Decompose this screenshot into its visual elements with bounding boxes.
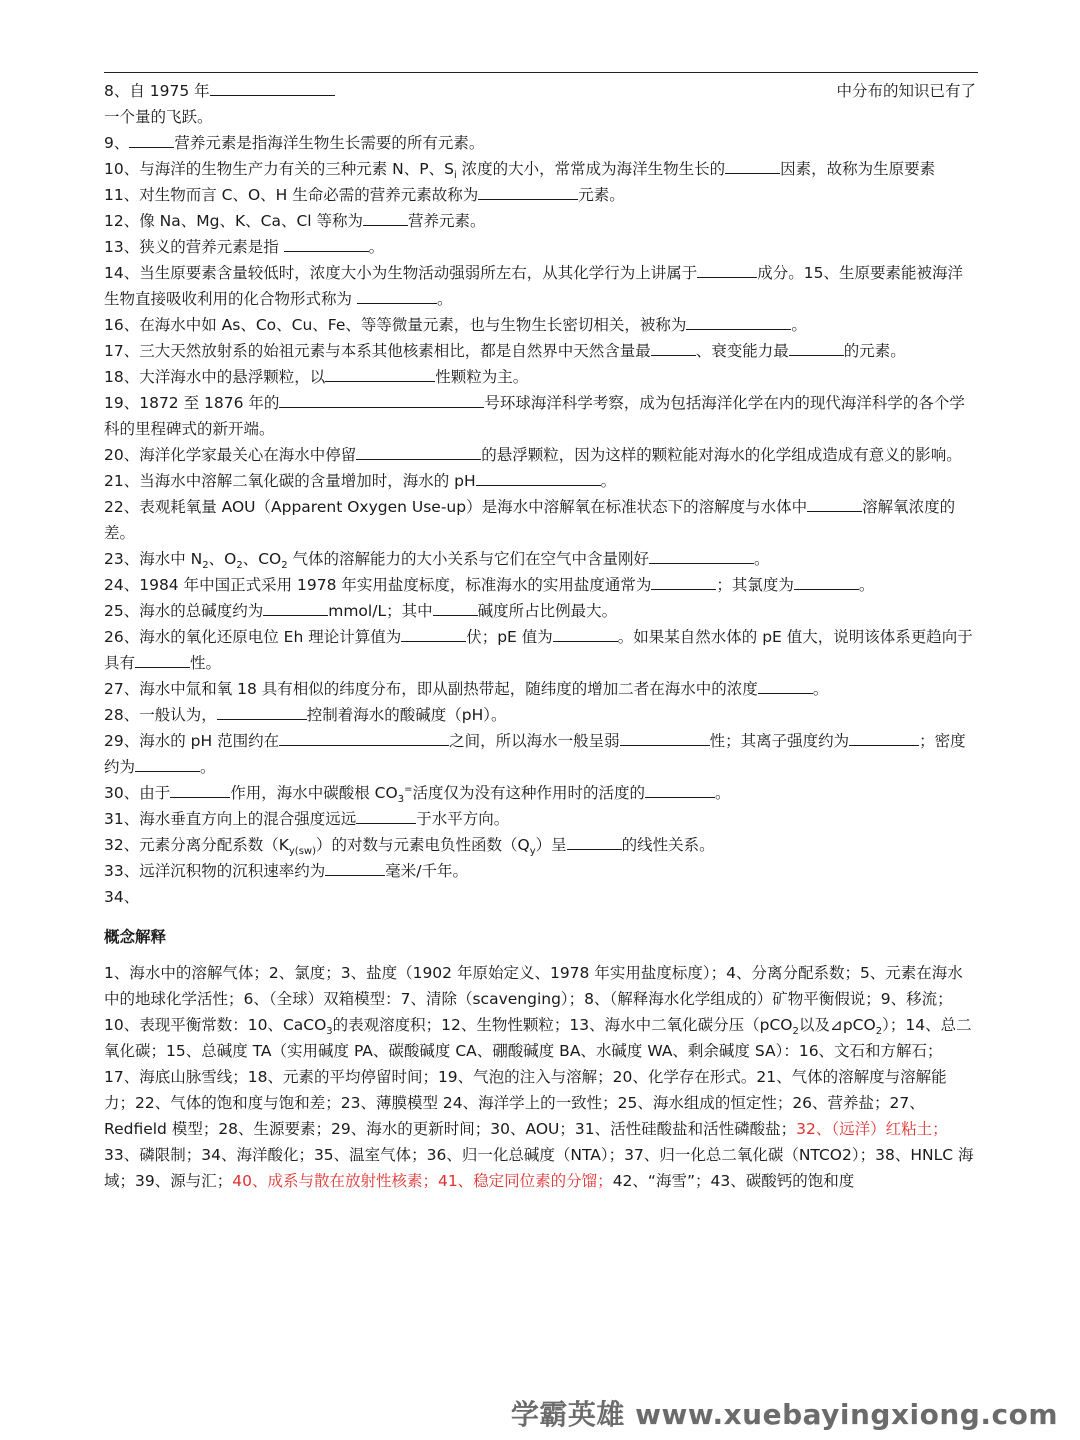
answer-blank[interactable] [284, 235, 369, 252]
answer-blank[interactable] [356, 443, 481, 460]
question-12: 12、像 Na、Mg、K、Ca、Cl 等称为 营养元素。 [104, 208, 976, 234]
answer-blank[interactable] [478, 183, 578, 200]
answer-blank[interactable] [363, 209, 408, 226]
question-10: 10、与海洋的生物生产力有关的三种元素 N、P、$S_i$ 浓度的大小，常常成为海洋生物生长的 因素，故称为生原要素 [104, 156, 976, 182]
answer-blank[interactable] [210, 79, 335, 96]
question-9: 9、 营养元素是指海洋生物生长需要的所有元素。 [104, 130, 976, 156]
question-17: 17、三大天然放射系的始祖元素与本系其他核素相比，都是自然界中天然含量最 、衰变能力最 的元素。 [104, 338, 976, 364]
question-16: 16、在海水中如 As、Co、Cu、Fe、等等微量元素，也与生物生长密切相关，被称为 。 [104, 312, 976, 338]
question-19: 19、1872 至 1876 年的 号环球海洋科学考察，成为包括海洋化学在内的现代海洋科学的各个学科的里程碑式的新开端。 [104, 390, 976, 442]
answer-blank[interactable] [651, 339, 696, 356]
answer-blank[interactable] [758, 677, 813, 694]
section-heading: 概念解释 [104, 928, 167, 946]
question-8: 8、自 1975 年 中分布的知识已有了 [104, 78, 976, 104]
question-31: 31、海水垂直方向上的混合强度远远 于水平方向。 [104, 806, 976, 832]
question-13: 13、狭义的营养元素是指 。 [104, 234, 976, 260]
answer-blank[interactable] [401, 625, 466, 642]
answer-blank[interactable] [263, 599, 328, 616]
answer-blank[interactable] [725, 157, 780, 174]
answer-blank[interactable] [553, 625, 618, 642]
answer-blank[interactable] [476, 469, 601, 486]
answer-blank[interactable] [807, 495, 862, 512]
question-28: 28、一般认为， 控制着海水的酸碱度（pH）。 [104, 702, 976, 728]
answer-blank[interactable] [135, 651, 190, 668]
answer-blank[interactable] [849, 729, 919, 746]
question-14: 14、当生原要素含量较低时，浓度大小为生物活动强弱所左右，从其化学行为上讲属于 成分。15、生原要素能被海洋生物直接吸收利用的化合物形式称为 。 [104, 260, 976, 312]
answer-blank[interactable] [697, 261, 757, 278]
question-33: 33、远洋沉积物的沉积速率约为 毫米/千年。 [104, 858, 976, 884]
answer-blank[interactable] [686, 313, 791, 330]
answer-blank[interactable] [325, 859, 385, 876]
answer-blank[interactable] [279, 729, 449, 746]
question-8-cont: 一个量的飞跃。 [104, 108, 213, 126]
question-22: 22、表观耗氧量 AOU（Apparent Oxygen Use-up）是海水中溶解氧在标准状态下的溶解度与水体中 溶解氧浓度的差。 [104, 494, 976, 546]
answer-blank[interactable] [217, 703, 307, 720]
answer-blank[interactable] [129, 131, 174, 148]
highlighted-concept: 40、成系与散在放射性核素；41、稳定同位素的分馏； [232, 1172, 613, 1190]
question-32: 32、元素分离分配系数$(K_{y(sw)})$的对数与元素电负性函数$(Q_y)$呈 的线性关系。 [104, 832, 976, 858]
answer-blank[interactable] [325, 365, 435, 382]
site-watermark: 学霸英雄 www.xuebayingxiong.com [510, 1398, 1058, 1431]
answer-blank[interactable] [645, 781, 715, 798]
question-24: 24、1984 年中国正式采用 1978 年实用盐度标度，标准海水的实用盐度通常为 ；其氯度为 。 [104, 572, 976, 598]
question-20: 20、海洋化学家最关心在海水中停留 的悬浮颗粒，因为这样的颗粒能对海水的化学组成造成有意义的影响。 [104, 442, 976, 468]
answer-blank[interactable] [789, 339, 844, 356]
question-27: 27、海水中氚和氧 18 具有相似的纬度分布，即从副热带起，随纬度的增加二者在海水中的浓度 。 [104, 676, 976, 702]
answer-blank[interactable] [357, 287, 437, 304]
answer-blank[interactable] [279, 391, 484, 408]
question-21: 21、当海水中溶解二氧化碳的含量增加时，海水的 pH 。 [104, 468, 976, 494]
answer-blank[interactable] [356, 807, 416, 824]
highlighted-concept: 32、（远洋）红粘土； [796, 1120, 948, 1138]
question-34: 34、 [104, 888, 140, 906]
answer-blank[interactable] [649, 547, 754, 564]
answer-blank[interactable] [433, 599, 478, 616]
question-25: 25、海水的总碱度约为 mmol/L；其中 碱度所占比例最大。 [104, 598, 976, 624]
answer-blank[interactable] [620, 729, 710, 746]
question-29: 29、海水的 pH 范围约在 之间，所以海水一般呈弱 性；其离子强度约为 ；密度约为 。 [104, 728, 976, 780]
answer-blank[interactable] [794, 573, 859, 590]
answer-blank[interactable] [170, 781, 230, 798]
header-rule [104, 72, 978, 73]
answer-blank[interactable] [567, 833, 622, 850]
question-23: 23、海水中 $N_2$、$O_2$、$CO_2$ 气体的溶解能力的大小关系与它们在空气中含量刚好 。 [104, 546, 976, 572]
document-body [104, 78, 976, 1194]
answer-blank[interactable] [135, 755, 200, 772]
question-11: 11、对生物而言 C、O、H 生命必需的营养元素故称为 元素。 [104, 182, 976, 208]
question-26: 26、海水的氧化还原电位 Eh 理论计算值为 伏；pE 值为 。如果某自然水体的 pE 值大，说明该体系更趋向于具有 性。 [104, 624, 976, 676]
concepts-list: 1、海水中的溶解气体；2、氯度；3、盐度（1902 年原始定义、1978 年实用盐度标度）；4、分离分配系数；5、元素在海水中的地球化学活性；6、（全球）双箱模型：7、清除（scavenging）；8、（解释海水化学组成的）矿物平衡假说；9、移流；10、表现平衡常数：10、CaCO$_3$的表观溶度积；12、生物性颗粒；13、海水中二氧化碳分压（pCO$_2$以及⊿pCO$_2$）；14、总二氧化碳；15、总碱度 TA（实用碱度 PA、碳酸碱度 CA、硼酸碱度 BA、水碱度 WA、剩余碱度 SA）：16、文石和方解石；17、海底山脉雪线；18、元素的平均停留时间；19、气泡的注入与溶解；20、化学存在形式。21、气体的溶解度与溶解能力；22、气体的饱和度与饱和差；23、薄膜模型 24、海洋学上的一致性；25、海水组成的恒定性；26、营养盐；27、Redfield 模型；28、生源要素；29、海水的更新时间；30、AOU；31、活性硅酸盐和活性磷酸盐；32、（远洋）红粘土；33、磷限制；34、海洋酸化；35、温室气体；36、归一化总碱度（NTA）；37、归一化总二氧化碳（NTCO2）；38、HNLC 海域；39、源与汇；40、成系与散在放射性核素；41、稳定同位素的分馏；42、“海雪”；43、碳酸钙的饱和度 [104, 964, 974, 1190]
question-18: 18、大洋海水中的悬浮颗粒，以 性颗粒为主。 [104, 364, 976, 390]
answer-blank[interactable] [651, 573, 716, 590]
question-30: 30、由于 作用，海水中碳酸根 $CO_3^=$活度仅为没有这种作用时的活度的 。 [104, 780, 976, 806]
